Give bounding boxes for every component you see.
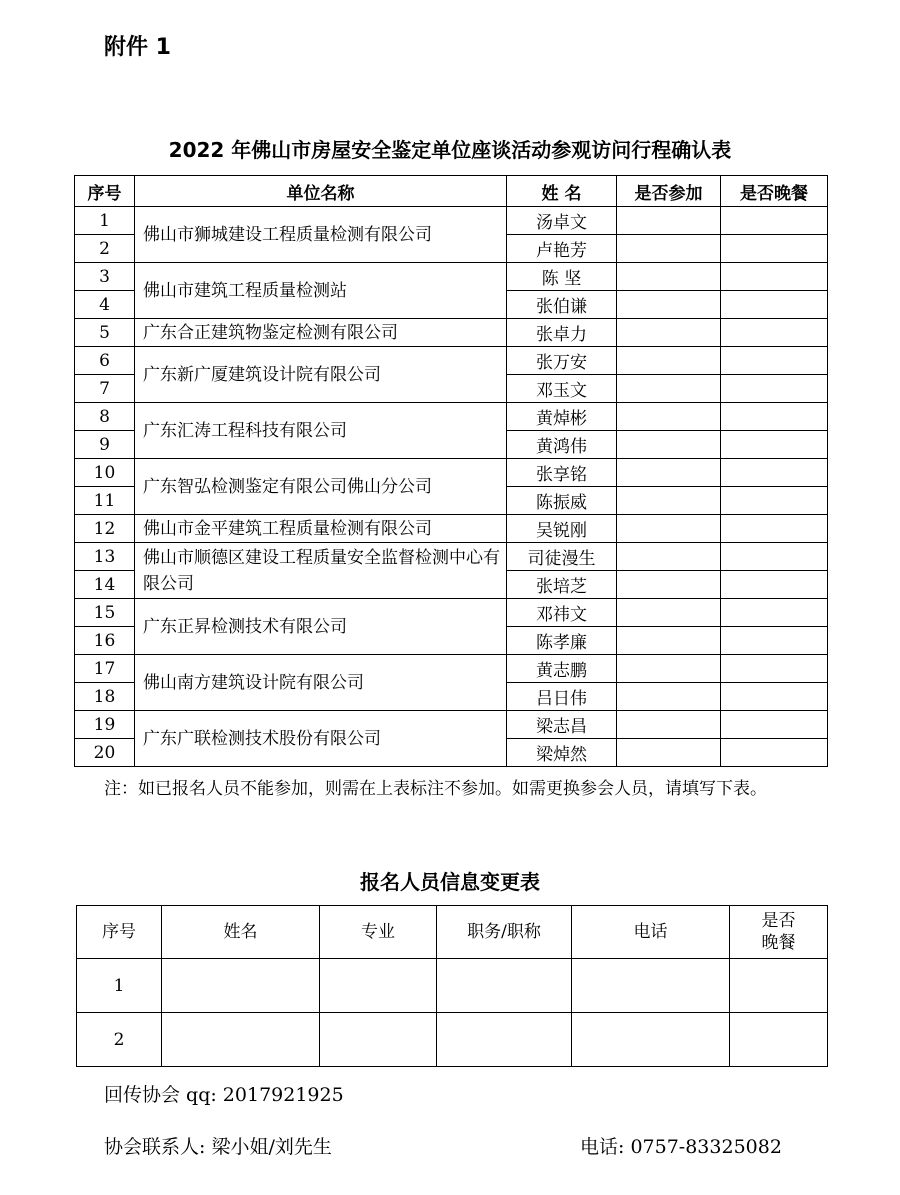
unit-name: 广东新广厦建筑设计院有限公司 [135,347,507,403]
row-number: 13 [75,543,135,571]
col-header-position: 职务/职称 [437,906,572,959]
table-row [75,515,828,543]
table-row [77,959,828,1013]
dinner-cell[interactable] [721,571,828,599]
person-name: 汤卓文 [507,207,617,235]
col-header-dinner [730,906,828,959]
table-row [75,319,828,347]
dinner-cell[interactable] [721,431,828,459]
dinner-cell[interactable] [721,487,828,515]
major-cell[interactable] [320,1013,437,1067]
attend-cell[interactable] [617,599,721,627]
person-name: 黄鸿伟 [507,431,617,459]
row-number: 18 [75,683,135,711]
unit-name: 广东广联检测技术股份有限公司 [135,711,507,767]
dinner-cell[interactable] [721,711,828,739]
dinner-cell[interactable] [721,683,828,711]
row-number: 2 [75,235,135,263]
col-header-no: 序号 [77,906,162,959]
attend-cell[interactable] [617,207,721,235]
name-cell[interactable] [162,959,320,1013]
attend-cell[interactable] [617,375,721,403]
page-title: 2022 年佛山市房屋安全鉴定单位座谈活动参观访问行程确认表 [168,138,732,162]
unit-name: 广东智弘检测鉴定有限公司佛山分公司 [135,459,507,515]
col-header-dinner: 是否晚餐 [721,176,828,207]
person-name: 张享铭 [507,459,617,487]
row-number: 19 [75,711,135,739]
dinner-cell[interactable] [721,347,828,375]
person-name: 吕日伟 [507,683,617,711]
row-number: 5 [75,319,135,347]
person-name: 邓祎文 [507,599,617,627]
table-row [75,263,828,291]
person-name: 张伯谦 [507,291,617,319]
dinner-header-line1: 是否 [761,911,796,931]
dinner-header-line2: 晚餐 [761,933,796,953]
row-number: 11 [75,487,135,515]
row-number: 12 [75,515,135,543]
dinner-cell[interactable] [721,655,828,683]
table-row [75,599,828,627]
contact-phone: 电话: 0757-83325082 [580,1136,782,1158]
attend-cell[interactable] [617,263,721,291]
person-name: 陈孝廉 [507,627,617,655]
person-name: 张卓力 [507,319,617,347]
person-name: 陈振威 [507,487,617,515]
row-number: 20 [75,739,135,767]
major-cell[interactable] [320,959,437,1013]
person-name: 梁焯然 [507,739,617,767]
position-cell[interactable] [437,1013,572,1067]
person-name: 张培芝 [507,571,617,599]
person-name: 张万安 [507,347,617,375]
dinner-cell[interactable] [721,375,828,403]
table-row [75,403,828,431]
person-name: 卢艳芳 [507,235,617,263]
unit-name: 广东正昇检测技术有限公司 [135,599,507,655]
row-number: 3 [75,263,135,291]
phone-cell[interactable] [572,959,730,1013]
dinner-cell[interactable] [721,515,828,543]
attend-cell[interactable] [617,291,721,319]
col-header-name: 姓 名 [507,176,617,207]
col-header-unit: 单位名称 [135,176,507,207]
dinner-cell[interactable] [721,627,828,655]
unit-name: 广东汇涛工程科技有限公司 [135,403,507,459]
unit-name: 佛山市建筑工程质量检测站 [135,263,507,319]
person-name: 司徒漫生 [507,543,617,571]
row-number: 6 [75,347,135,375]
row-number: 14 [75,571,135,599]
dinner-cell[interactable] [730,959,828,1013]
attend-cell[interactable] [617,683,721,711]
attend-cell[interactable] [617,347,721,375]
table-row [75,207,828,235]
person-name: 黄志鹏 [507,655,617,683]
attend-cell[interactable] [617,627,721,655]
row-number: 2 [77,1013,162,1067]
row-number: 1 [77,959,162,1013]
table-row [75,347,828,375]
unit-name: 佛山市金平建筑工程质量检测有限公司 [135,515,507,543]
unit-name: 佛山南方建筑设计院有限公司 [135,655,507,711]
dinner-cell[interactable] [721,599,828,627]
attend-cell[interactable] [617,515,721,543]
attend-cell[interactable] [617,431,721,459]
phone-cell[interactable] [572,1013,730,1067]
row-number: 7 [75,375,135,403]
attend-cell[interactable] [617,571,721,599]
dinner-cell[interactable] [721,291,828,319]
attachment-label: 附件 1 [104,35,171,60]
table-row [75,543,828,571]
dinner-cell[interactable] [730,1013,828,1067]
table-row [77,1013,828,1067]
row-number: 15 [75,599,135,627]
dinner-cell[interactable] [721,319,828,347]
table-row [75,711,828,739]
itinerary-confirmation-table [74,175,828,767]
dinner-cell[interactable] [721,403,828,431]
attend-cell[interactable] [617,487,721,515]
person-name: 陈 坚 [507,263,617,291]
attend-cell[interactable] [617,543,721,571]
note-text: 注：如已报名人员不能参加，则需在上表标注不参加。如需更换参会人员，请填写下表。 [104,779,767,799]
table-row [75,459,828,487]
dinner-cell[interactable] [721,263,828,291]
attend-cell[interactable] [617,739,721,767]
person-name: 梁志昌 [507,711,617,739]
dinner-cell[interactable] [721,207,828,235]
row-number: 16 [75,627,135,655]
change-table-title: 报名人员信息变更表 [360,870,540,894]
attend-cell[interactable] [617,655,721,683]
dinner-cell[interactable] [721,739,828,767]
attend-cell[interactable] [617,459,721,487]
row-number: 9 [75,431,135,459]
attend-cell[interactable] [617,403,721,431]
dinner-cell[interactable] [721,459,828,487]
person-name: 黄焯彬 [507,403,617,431]
attend-cell[interactable] [617,319,721,347]
table-row [75,655,828,683]
unit-name: 广东合正建筑物鉴定检测有限公司 [135,319,507,347]
row-number: 17 [75,655,135,683]
name-cell[interactable] [162,1013,320,1067]
contact-person: 协会联系人: 梁小姐/刘先生 [104,1136,332,1158]
dinner-cell[interactable] [721,543,828,571]
table-header-row [77,906,828,959]
col-header-name: 姓名 [162,906,320,959]
row-number: 4 [75,291,135,319]
col-header-major: 专业 [320,906,437,959]
change-info-table [76,905,828,1067]
col-header-phone: 电话 [572,906,730,959]
row-number: 8 [75,403,135,431]
person-name: 邓玉文 [507,375,617,403]
attend-cell[interactable] [617,235,721,263]
unit-name: 佛山市狮城建设工程质量检测有限公司 [135,207,507,263]
col-header-no: 序号 [75,176,135,207]
row-number: 1 [75,207,135,235]
attend-cell[interactable] [617,711,721,739]
row-number: 10 [75,459,135,487]
fax-qq: 回传协会 qq: 2017921925 [104,1084,344,1106]
unit-name: 佛山市顺德区建设工程质量安全监督检测中心有限公司 [135,543,507,599]
table-header-row [75,176,828,207]
dinner-cell[interactable] [721,235,828,263]
col-header-attend: 是否参加 [617,176,721,207]
position-cell[interactable] [437,959,572,1013]
person-name: 吴锐刚 [507,515,617,543]
